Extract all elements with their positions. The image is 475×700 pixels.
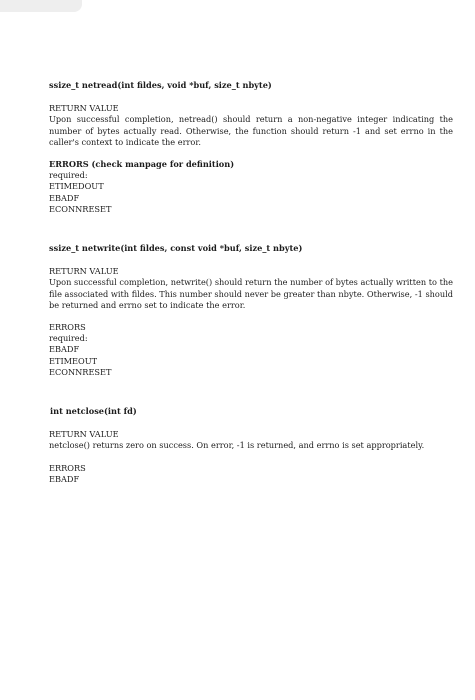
list-item: EBADF bbox=[49, 473, 80, 484]
list-item: ECONNRESET bbox=[49, 366, 112, 377]
netclose-errors-list bbox=[49, 474, 453, 485]
list-item: required: bbox=[49, 333, 88, 344]
netwrite-return-heading: RETURN VALUE bbox=[49, 266, 119, 277]
list-item: ETIMEOUT bbox=[49, 355, 98, 366]
netclose-signature: int netclose(int fd) bbox=[50, 406, 137, 417]
netwrite-signature: ssize_t netwrite(int fildes, const void *buf, size_t nbyte) bbox=[49, 243, 303, 254]
netclose-errors-heading: ERRORS bbox=[49, 462, 86, 473]
netread-return-heading: RETURN VALUE bbox=[49, 103, 119, 114]
netread-return-text: Upon successful completion, netread() should return a non-negative integer indicating the number of bytes actually read. Otherwise, the function should return -1 and set errno in the caller's context to indicate the error. bbox=[49, 114, 453, 147]
netwrite-errors-list bbox=[49, 333, 453, 378]
netread-errors-heading: ERRORS (check manpage for definition) bbox=[49, 159, 235, 170]
netwrite-section bbox=[49, 243, 453, 378]
netclose-return-heading: RETURN VALUE bbox=[49, 429, 119, 440]
netread-errors-list bbox=[49, 170, 453, 215]
netwrite-errors-heading: ERRORS bbox=[49, 322, 86, 333]
netclose-section bbox=[49, 406, 453, 485]
netread-signature: ssize_t netread(int fildes, void *buf, size_t nbyte) bbox=[49, 80, 272, 90]
netread-section bbox=[49, 80, 453, 215]
list-item: EBADF bbox=[49, 344, 80, 355]
document-body bbox=[49, 80, 453, 485]
list-item: EBADF bbox=[49, 192, 80, 203]
list-item: ETIMEDOUT bbox=[49, 181, 104, 192]
netclose-return-text: netclose() returns zero on success. On error, -1 is returned, and errno is set appropriately. bbox=[49, 440, 425, 451]
top-tab-bar bbox=[0, 0, 82, 12]
list-item: required: bbox=[49, 170, 88, 181]
netwrite-return-text: Upon successful completion, netwrite() should return the number of bytes actually written to the file associated with fildes. This number should never be greater than nbyte. Otherwise, -1 should be returned and errno set to indicate the error. bbox=[49, 277, 453, 310]
list-item: ECONNRESET bbox=[49, 203, 112, 214]
